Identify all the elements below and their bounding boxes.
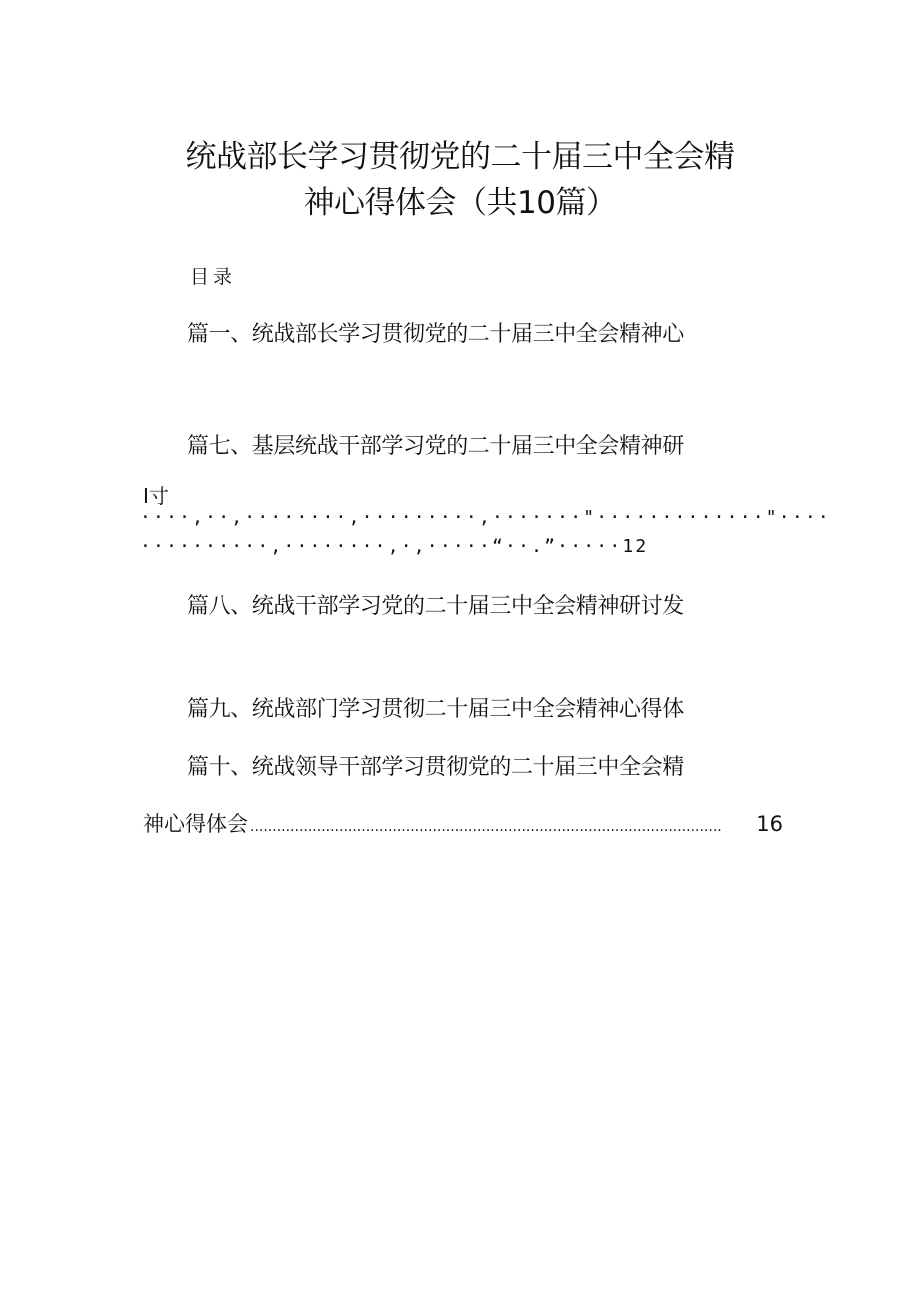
toc-heading: 目录 [190,266,237,288]
title-line-2: 神心得体会（共10篇） [303,185,617,221]
toc-entry-7-continuation: I寸 [143,484,169,508]
toc-entry-10[interactable]: 篇十、统战领导干部学习贯彻党的二十届三中全会精 [187,755,684,780]
title-line-1: 统战部长学习贯彻党的二十届三中全会精 [185,139,735,175]
toc-entry-9[interactable]: 篇九、统战部门学习贯彻二十届三中全会精神心得体 [187,697,684,722]
toc-entry-7-leader-dots-2: ··········,········,·,·····“··.”·····12 [140,536,649,557]
toc-entry-1[interactable]: 篇一、统战部长学习贯彻党的二十届三中全会精神心 [187,322,684,347]
toc-entry-8[interactable]: 篇八、统战干部学习党的二十届三中全会精神研讨发 [187,594,684,619]
toc-entry-10-continuation: 神心得体会 [143,812,248,836]
toc-entry-10-page-number: 16 [756,812,783,836]
toc-entry-10-leader-dots: .......................................................................................................... [250,819,722,835]
toc-entry-7[interactable]: 篇七、基层统战干部学习党的二十届三中全会精神研 [187,434,684,459]
document-title [150,134,770,226]
toc-entry-7-leader-dots-1: ····,··,········,·········,·······"·············"···· [140,507,831,528]
toc-entry-10-continuation-row[interactable] [143,808,783,838]
